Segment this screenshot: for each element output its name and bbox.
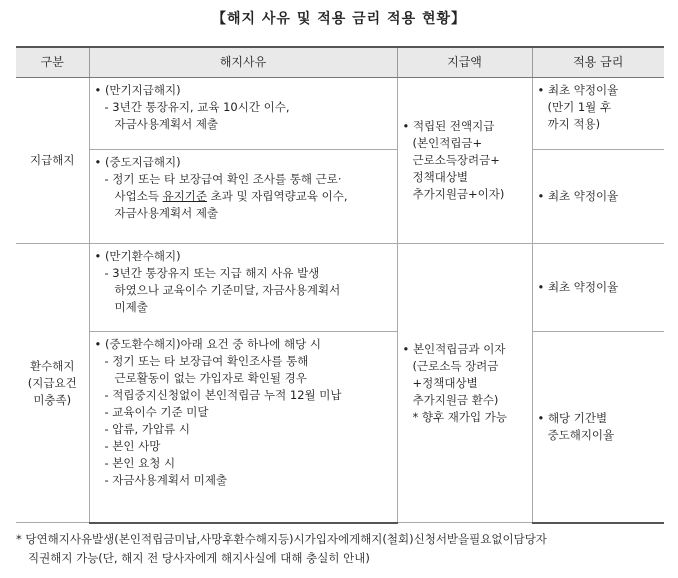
rate-maturity-refund: • 최초 약정이율 <box>532 244 664 332</box>
header-rate: 적용 금리 <box>532 47 664 78</box>
category-refund: 환수해지 (지급요건 미충족) <box>16 244 89 523</box>
header-amount: 지급액 <box>397 47 532 78</box>
reason-mid-payment: • (중도지급해지) - 정기 또는 타 보장급여 확인 조사를 통해 근로· 사업소득 유지기준 초과 및 자립역량교육 이수, 자금사용계획서 제출 <box>89 150 397 244</box>
reason-maturity-payment: • (만기지급해지) - 3년간 통장유지, 교육 10시간 이수, 자금사용계획서 제출 <box>89 78 397 150</box>
header-category: 구분 <box>16 47 89 78</box>
reason-mid-refund: • (중도환수해지)아래 요건 중 하나에 해당 시 - 정기 또는 타 보장급여 확인조사를 통해 근로활동이 없는 가입자로 확인될 경우 - 적립중지신청없이 본인적립금 누적 12월 미납 - 교육이수 기준 미달 - 압류, 가압류 시 - 본인 사망 - 본인 요청 시 - 자금사용계획서 미제출 <box>89 332 397 523</box>
page-title: 【해지 사유 및 적용 금리 적용 현황】 <box>211 11 467 27</box>
amount-refund: • 본인적립금과 이자 (근로소득 장려금 +정책대상별 추가지원금 환수) * 향후 재가입 가능 <box>397 244 532 523</box>
termination-table <box>16 46 664 524</box>
table-row <box>16 244 664 332</box>
reason-maturity-refund: • (만기환수해지) - 3년간 통장유지 또는 지급 해지 사유 발생 하였으나 교육이수 기준미달, 자금사용계획서 미제출 <box>89 244 397 332</box>
rate-mid-refund: • 해당 기간별 중도해지이율 <box>532 332 664 523</box>
rate-mid-payment: • 최초 약정이율 <box>532 150 664 244</box>
underlined-standard: 유지기준 <box>162 189 208 203</box>
table-row <box>16 78 664 150</box>
table-row <box>16 150 664 244</box>
rate-maturity-payment: • 최초 약정이율 (만기 1월 후 까지 적용) <box>532 78 664 150</box>
header-row <box>16 47 664 78</box>
table-row <box>16 332 664 523</box>
footnote: * 당연해지사유발생(본인적립금미납,사망후환수해지등)시가입자에게해지(철회)신청서받을필요없이담당자 직권해지 가능(단, 해지 전 당사자에게 해지사실에 대해 충실히 안내) <box>16 532 547 565</box>
amount-payment: • 적립된 전액지급 (본인적립금+ 근로소득장려금+ 정책대상별 추가지원금+이자) <box>397 78 532 244</box>
header-reason: 해지사유 <box>89 47 397 78</box>
category-payment: 지급해지 <box>16 78 89 244</box>
